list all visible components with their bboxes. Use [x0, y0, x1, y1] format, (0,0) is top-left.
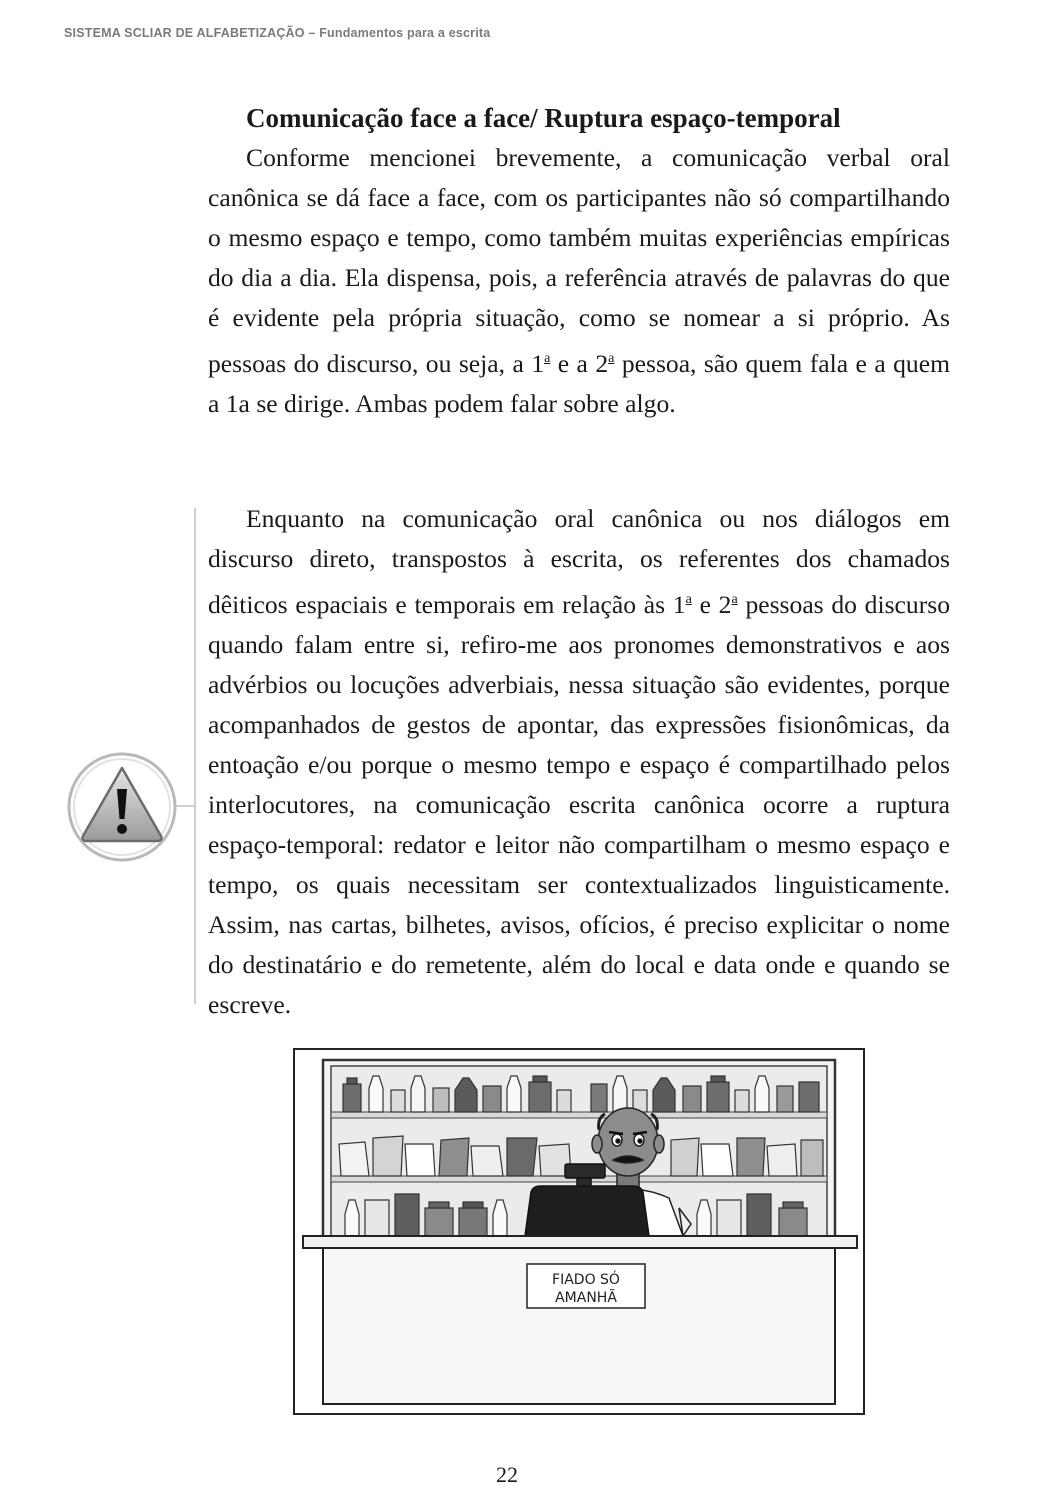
page-number: 22 [496, 1462, 518, 1487]
grocery-shop-illustration [293, 1048, 865, 1415]
sign-line-1: FIADO SÓ [552, 1272, 620, 1288]
paragraph-2-text: Enquanto na comunicação oral canônica ou nos diálogos em discurso direto, transpostos à escrita, os referentes dos chamados dêiticos espaciais e temporais em relação às 1$^a$ e 2$^a$ pessoas do discurso quando falam entre si, refiro-me aos pronomes demonstrativos e aos advérbios ou locuções adverbiais, nessa situação são evidentes, porque acompanhados de gestos de apontar, das expressões fisionômicas, da entoação e/ou porque o mesmo tempo e espaço é compartilhado pelos interlocutores, na comunicação escrita canônica ocorre a ruptura espaço-temporal: redator e leitor não compartilham o mesmo espaço e tempo, os quais necessitam ser contextualizados linguisticamente. Assim, nas cartas, bilhetes, avisos, ofícios, é preciso explicitar o nome do destinatário e do remetente, além do local e data onde e quando se escreve. [208, 504, 950, 1019]
running-header: SISTEMA SCLIAR DE ALFABETIZAÇÃO – Fundamentos para a escrita [64, 26, 491, 40]
paragraph-face-to-face [208, 138, 950, 424]
warning-icon [66, 751, 178, 863]
paragraph-1-text: Conforme mencionei brevemente, a comunicação verbal oral canônica se dá face a face, com os participantes não só compartilhando o mesmo espaço e tempo, como também muitas experiências empíricas do dia a dia. Ela dispensa, pois, a referência através de palavras do que é evidente pela própria situação, como se nomear a si próprio. As pessoas do discurso, ou seja, a 1$^a$ e a 2$^a$ pessoa, são quem fala e a quem a 1a se dirige. Ambas podem falar sobre algo. [208, 143, 950, 418]
paragraph-rupture [208, 499, 950, 1025]
margin-rule [194, 508, 196, 1004]
sign-line-2: AMANHÃ [555, 1290, 617, 1306]
section-title: Comunicação face a face/ Ruptura espaço-temporal [246, 103, 841, 133]
margin-connector [176, 805, 196, 807]
